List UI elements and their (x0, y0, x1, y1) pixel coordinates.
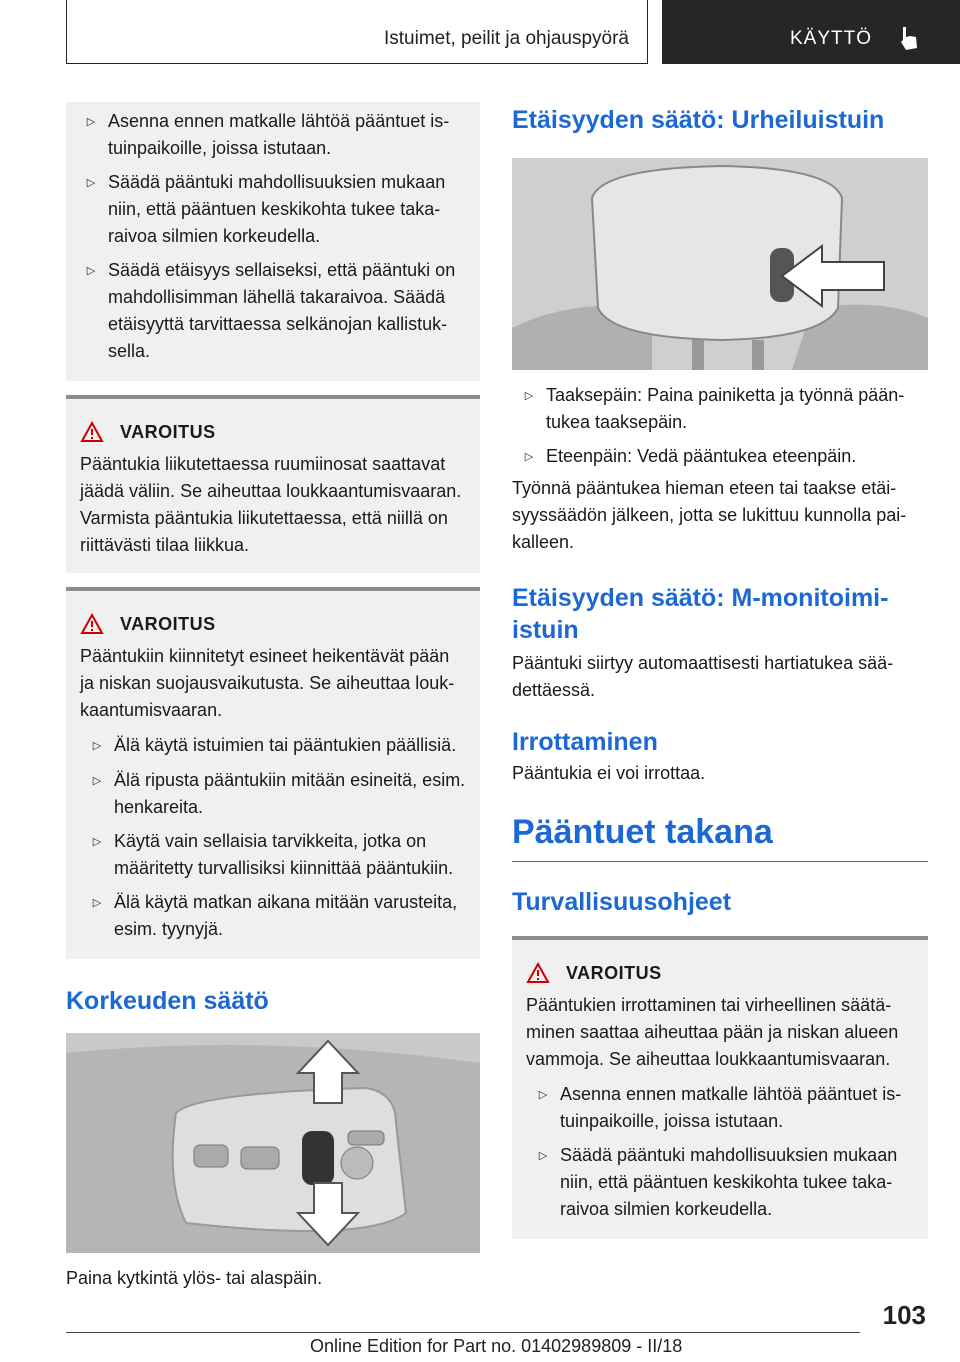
warning-box-2 (66, 587, 480, 959)
left-column (66, 102, 480, 1310)
safety-heading: Turvallisuusohjeet (512, 888, 732, 916)
right-column (512, 102, 928, 1239)
list-item: ▷ Säädä etäisyys sellaiseksi, että pääntuki on mahdollisimman lähellä takaraivoa. Säädä etäisyyttä tarvittaessa selkänojan kallistuk-sella. (74, 257, 466, 365)
warning-text: Pääntukien irrottaminen tai virheellinen säätä-minen saattaa aiheuttaa pään ja niskan alueen vammoja. Se aiheuttaa loukkaantumisvaaran. (526, 995, 899, 1069)
triangle-bullet-icon: ▷ (86, 265, 96, 277)
warning-box-1 (66, 395, 480, 573)
triangle-bullet-icon: ▷ (524, 451, 534, 463)
height-adjust-caption: Paina kytkintä ylös- tai alaspäin. (66, 1268, 323, 1288)
header-section-title: Istuimet, peilit ja ohjauspyörä (383, 28, 629, 49)
header-chapter-title: KÄYTTÖ (790, 28, 873, 49)
warning-text: Pääntukiin kiinnitetyt esineet heikentävät pään ja niskan suojausvaikutusta. Se aiheuttaa louk-kaantumisvaaran. (80, 646, 455, 720)
header-section-box (66, 0, 648, 64)
triangle-bullet-icon: ▷ (524, 390, 534, 402)
triangle-bullet-icon: ▷ (92, 775, 102, 787)
list-item: ▷ Käytä vain sellaisia tarvikkeita, jotka on määritetty turvallisiksi kiinnittää pääntukiin. (74, 828, 466, 882)
multi-seat-heading: Etäisyyden säätö: M-monitoimi-istuin (512, 584, 889, 644)
list-item: ▷ Asenna ennen matkalle lähtöä pääntuet is-tuinpaikoille, joissa istutaan. (520, 1081, 914, 1135)
multi-seat-text: Pääntuki siirtyy automaattisesti hartiatukea sää-dettäessä. (512, 653, 894, 700)
headrest-image (512, 158, 928, 370)
warning-heading: VAROITUS (80, 613, 466, 635)
removal-heading: Irrottaminen (512, 728, 658, 756)
removal-text: Pääntukia ei voi irrottaa. (512, 763, 706, 783)
header-chapter-box (662, 0, 960, 64)
footer-edition: Online Edition for Part no. 01402989809 - II/18 (310, 1336, 683, 1356)
triangle-bullet-icon: ▷ (92, 740, 102, 752)
triangle-bullet-icon: ▷ (86, 177, 96, 189)
rear-headrests-heading: Pääntuet takana (512, 813, 773, 851)
intro-bullet-box (66, 102, 480, 381)
page-number: 103 (882, 1300, 926, 1330)
warning-triangle-icon (80, 421, 104, 443)
warning-triangle-icon (80, 613, 104, 635)
list-item: ▷ Älä ripusta pääntukiin mitään esineitä, esim. henkareita. (74, 767, 466, 821)
list-item: ▷ Taaksepäin: Paina painiketta ja työnnä pään-tukea taaksepäin. (512, 382, 928, 436)
warning-box-3 (512, 936, 928, 1239)
warning-text: Pääntukia liikutettaessa ruumiinosat saattavat jäädä väliin. Se aiheuttaa loukkaantumisvaaran. Varmista pääntukia liikutettaessa, että niillä on riittävästi tilaa liikkua. (80, 454, 462, 555)
warning-heading: VAROITUS (80, 421, 466, 443)
height-adjust-heading: Korkeuden säätö (66, 987, 269, 1015)
triangle-bullet-icon: ▷ (92, 836, 102, 848)
triangle-bullet-icon: ▷ (538, 1089, 548, 1101)
sport-bullet-list (512, 382, 928, 471)
seat-switch-image (66, 1033, 480, 1253)
warning-heading: VAROITUS (526, 962, 914, 984)
pointing-hand-icon (898, 26, 920, 57)
heading-divider (512, 861, 928, 862)
triangle-bullet-icon: ▷ (538, 1150, 548, 1162)
list-item: ▷ Säädä pääntuki mahdollisuuksien mukaan niin, että pääntuen keskikohta tukee taka-raivoa silmien korkeudella. (74, 169, 466, 250)
list-item: ▷ Eteenpäin: Vedä pääntukea eteenpäin. (512, 443, 928, 471)
sport-seat-text: Työnnä pääntukea hieman eteen tai taakse etäi-syyssäädön jälkeen, jotta se lukittuu kunnolla pai-kalleen. (512, 478, 907, 552)
list-item: ▷ Säädä pääntuki mahdollisuuksien mukaan niin, että pääntuen keskikohta tukee taka-raivoa silmien korkeudella. (520, 1142, 914, 1223)
triangle-bullet-icon: ▷ (86, 116, 96, 128)
warning-triangle-icon (526, 962, 550, 984)
list-item: ▷ Älä käytä matkan aikana mitään varusteita, esim. tyynyjä. (74, 889, 466, 943)
list-item: ▷ Älä käytä istuimien tai pääntukien päällisiä. (74, 732, 466, 760)
list-item: ▷ Asenna ennen matkalle lähtöä pääntuet is-tuinpaikoille, joissa istutaan. (74, 108, 466, 162)
footer-divider (66, 1332, 860, 1333)
sport-seat-heading: Etäisyyden säätö: Urheiluistuin (512, 106, 885, 134)
triangle-bullet-icon: ▷ (92, 897, 102, 909)
